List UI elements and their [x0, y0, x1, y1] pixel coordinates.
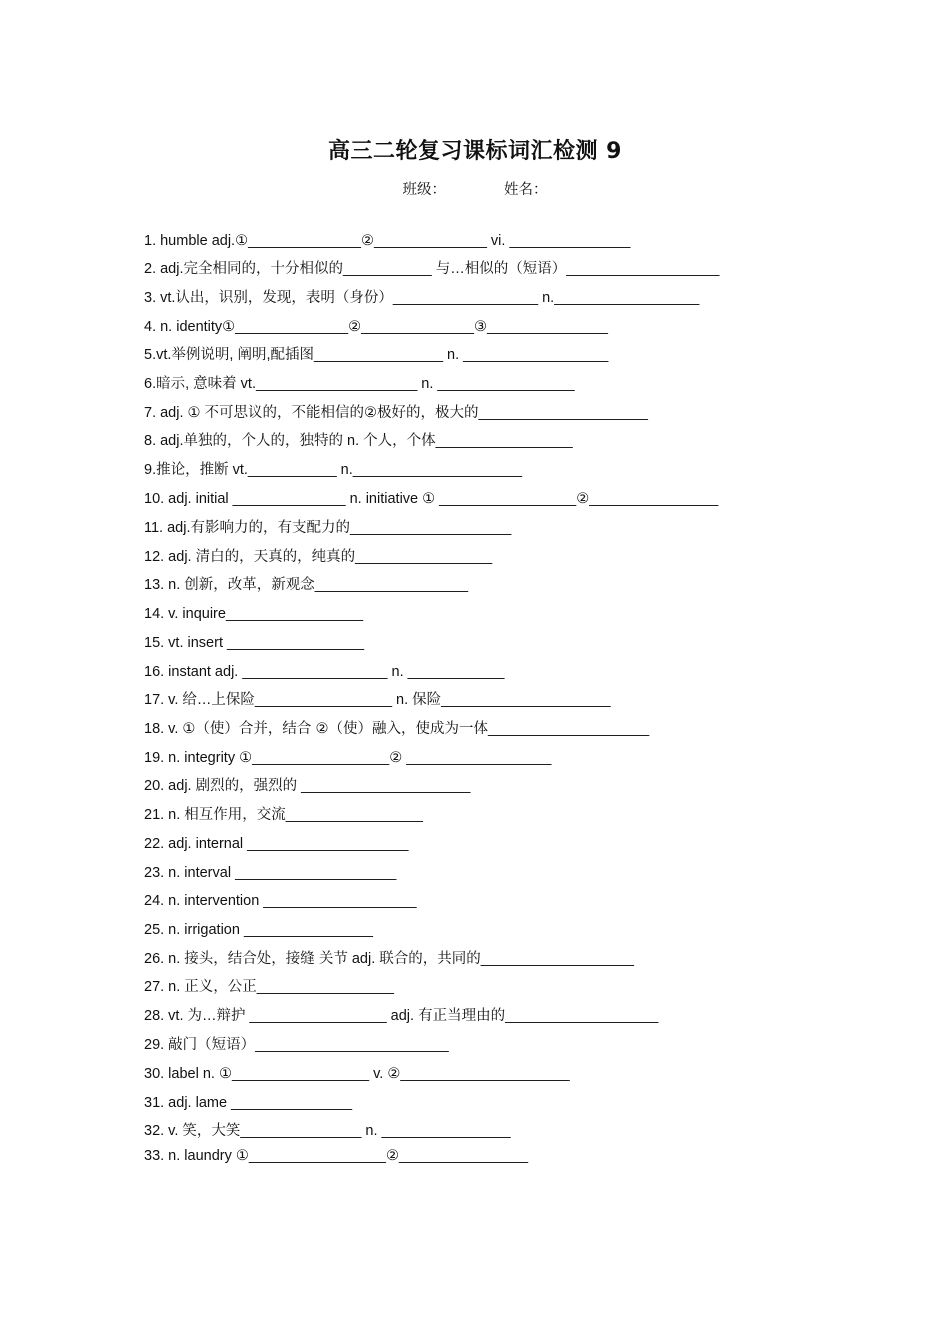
question-line: 8. adj.单独的，个人的，独特的 n. 个人，个体_________________ — [144, 433, 573, 449]
question-line: 30. label n. ①_________________ v. ②_____________________ — [144, 1066, 570, 1082]
question-line: 4. n. identity①______________②______________③_______________ — [144, 319, 608, 335]
question-line: 12. adj. 清白的，天真的，纯真的_________________ — [144, 549, 493, 565]
question-line: 5.vt.举例说明, 阐明,配插图________________ n. __________________ — [144, 347, 609, 363]
question-line: 21. n. 相互作用，交流_________________ — [144, 807, 423, 823]
question-line: 14. v. inquire_________________ — [144, 606, 364, 622]
page-title: 高三二轮复习课标词汇检测 9 — [328, 139, 622, 164]
class-label: 班级： — [402, 182, 446, 198]
question-line: 28. vt. 为…辩护 _________________ adj. 有正当理由的___________________ — [144, 1008, 659, 1024]
name-label: 姓名： — [504, 182, 548, 198]
question-line: 15. vt. insert _________________ — [144, 635, 365, 651]
question-line: 1. humble adj.①______________②______________ vi. _______________ — [144, 233, 631, 249]
question-line: 19. n. integrity ①_________________② __________________ — [144, 750, 552, 766]
question-line: 6.暗示, 意味着 vt.____________________ n. _________________ — [144, 376, 575, 392]
question-line: 27. n. 正义，公正_________________ — [144, 979, 394, 995]
question-line: 18. v. ①（使）合并，结合 ②（使）融入，使成为一体____________________ — [144, 721, 650, 737]
question-line: 11. adj.有影响力的，有支配力的____________________ — [144, 520, 512, 536]
student-info — [0, 178, 950, 199]
question-line: 25. n. irrigation ________________ — [144, 922, 373, 938]
question-line: 2. adj.完全相同的，十分相似的___________ 与…相似的（短语）___________________ — [144, 261, 720, 277]
question-line: 9.推论，推断 vt.___________ n._____________________ — [144, 462, 523, 478]
question-line: 17. v. 给…上保险_________________ n. 保险_____________________ — [144, 692, 611, 708]
question-line: 29. 敲门（短语）________________________ — [144, 1037, 449, 1053]
question-line: 16. instant adj. __________________ n. ____________ — [144, 664, 505, 680]
question-line: 33. n. laundry ①_________________②________________ — [144, 1148, 529, 1164]
question-line: 13. n. 创新，改革，新观念___________________ — [144, 577, 469, 593]
question-line: 32. v. 笑，大笑_______________ n. ________________ — [144, 1123, 511, 1139]
question-line: 31. adj. lame _______________ — [144, 1095, 353, 1111]
question-line: 3. vt.认出，识别，发现，表明（身份）__________________ n.__________________ — [144, 290, 700, 306]
question-line: 22. adj. internal ____________________ — [144, 836, 409, 852]
question-line: 20. adj. 剧烈的，强烈的 _____________________ — [144, 778, 471, 794]
question-line: 23. n. interval ____________________ — [144, 865, 397, 881]
question-line: 26. n. 接头，结合处，接缝 关节 adj. 联合的，共同的___________________ — [144, 951, 634, 967]
question-line: 24. n. intervention ___________________ — [144, 893, 417, 909]
question-line: 7. adj. ① 不可思议的，不能相信的②极好的，极大的_____________________ — [144, 405, 648, 421]
question-line: 10. adj. initial ______________ n. initiative ① _________________②________________ — [144, 491, 719, 507]
